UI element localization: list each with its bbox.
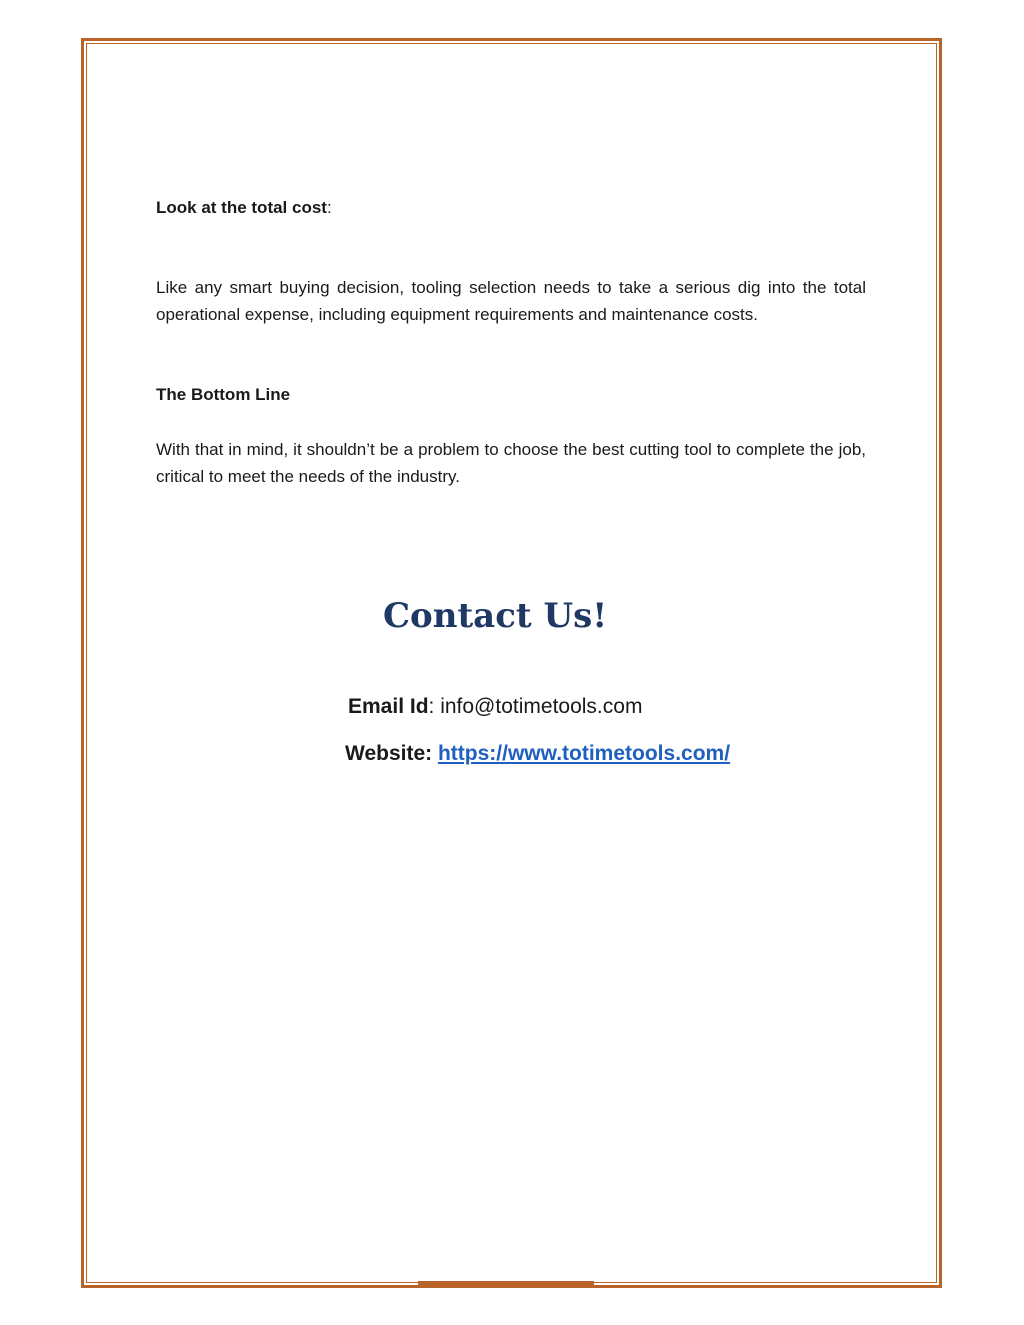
email-line [348, 693, 642, 721]
email-value[interactable]: info@totimetools.com [440, 695, 643, 718]
paragraph-total-cost: Like any smart buying decision, tooling selection needs to take a serious dig into the total operational expense, including equipment requirements and maintenance costs. [156, 278, 866, 324]
contact-title: Contact Us! [383, 596, 608, 636]
website-link[interactable]: https://www.totimetools.com/ [437, 742, 731, 765]
email-separator: : [428, 695, 441, 718]
bottom-accent-bar [418, 1281, 594, 1287]
section-heading-bottom-line: The Bottom Line [156, 385, 291, 404]
paragraph-bottom-line: With that in mind, it shouldn’t be a problem to choose the best cutting tool to complete the job, critical to meet the needs of the industry. [156, 440, 866, 486]
page-border-inner [86, 43, 937, 1283]
website-line [345, 740, 730, 768]
heading-colon: : [326, 198, 332, 217]
section-heading-total-cost: Look at the total cost: [156, 198, 332, 217]
website-label: Website: [345, 742, 433, 765]
email-label: Email Id [348, 695, 429, 718]
